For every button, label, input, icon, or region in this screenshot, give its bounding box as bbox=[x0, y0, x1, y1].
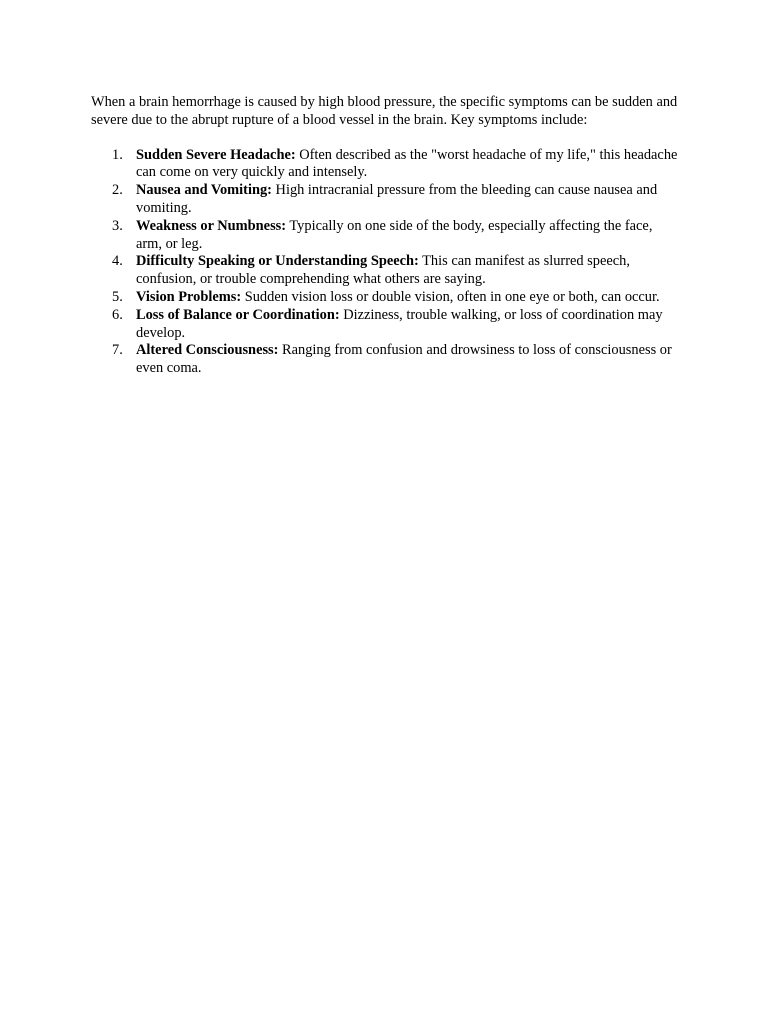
list-item-description: Ranging from confusion and drowsiness to loss of consciousness or even coma. bbox=[136, 342, 672, 377]
list-item-description: High intracranial pressure from the bleeding can cause nausea and vomiting. bbox=[136, 182, 658, 216]
list-item bbox=[91, 307, 681, 343]
list-item-term: Loss of Balance or Coordination: bbox=[136, 306, 340, 323]
intro-paragraph: When a brain hemorrhage is caused by high blood pressure, the specific symptoms can be sudden and severe due to the abrupt rupture of a blood vessel in the brain. Key symptoms include: bbox=[91, 94, 678, 128]
list-item bbox=[91, 289, 681, 307]
list-item-number: 3. bbox=[112, 217, 123, 234]
list-item-description: Typically on one side of the body, especially affecting the face, arm, or leg. bbox=[136, 217, 653, 252]
list-item-number: 4. bbox=[112, 253, 123, 270]
list-item-number: 5. bbox=[112, 288, 123, 305]
list-item-number: 1. bbox=[112, 146, 123, 163]
symptom-list bbox=[91, 147, 681, 378]
list-item-description: Sudden vision loss or double vision, often in one eye or both, can occur. bbox=[241, 288, 660, 305]
list-item-term: Sudden Severe Headache: bbox=[136, 146, 296, 163]
list-item-number: 2. bbox=[112, 182, 123, 199]
list-item-term: Vision Problems: bbox=[136, 288, 242, 305]
list-item-term: Altered Consciousness: bbox=[136, 342, 279, 359]
list-item bbox=[91, 218, 681, 254]
list-item-term: Nausea and Vomiting: bbox=[136, 182, 272, 199]
list-item bbox=[91, 182, 681, 218]
list-item-description: Dizziness, trouble walking, or loss of coordination may develop. bbox=[136, 306, 663, 341]
document-body bbox=[91, 94, 681, 378]
list-item-description: This can manifest as slurred speech, confusion, or trouble comprehending what others are saying. bbox=[136, 253, 630, 288]
list-item bbox=[91, 253, 681, 289]
list-item bbox=[91, 342, 681, 378]
list-item bbox=[91, 147, 681, 183]
list-item-term: Difficulty Speaking or Understanding Speech: bbox=[136, 253, 419, 270]
list-item-number: 7. bbox=[112, 342, 123, 359]
list-item-description: Often described as the "worst headache of my life," this headache can come on very quickly and intensely. bbox=[136, 146, 678, 181]
list-item-term: Weakness or Numbness: bbox=[136, 217, 287, 234]
list-item-number: 6. bbox=[112, 306, 123, 323]
